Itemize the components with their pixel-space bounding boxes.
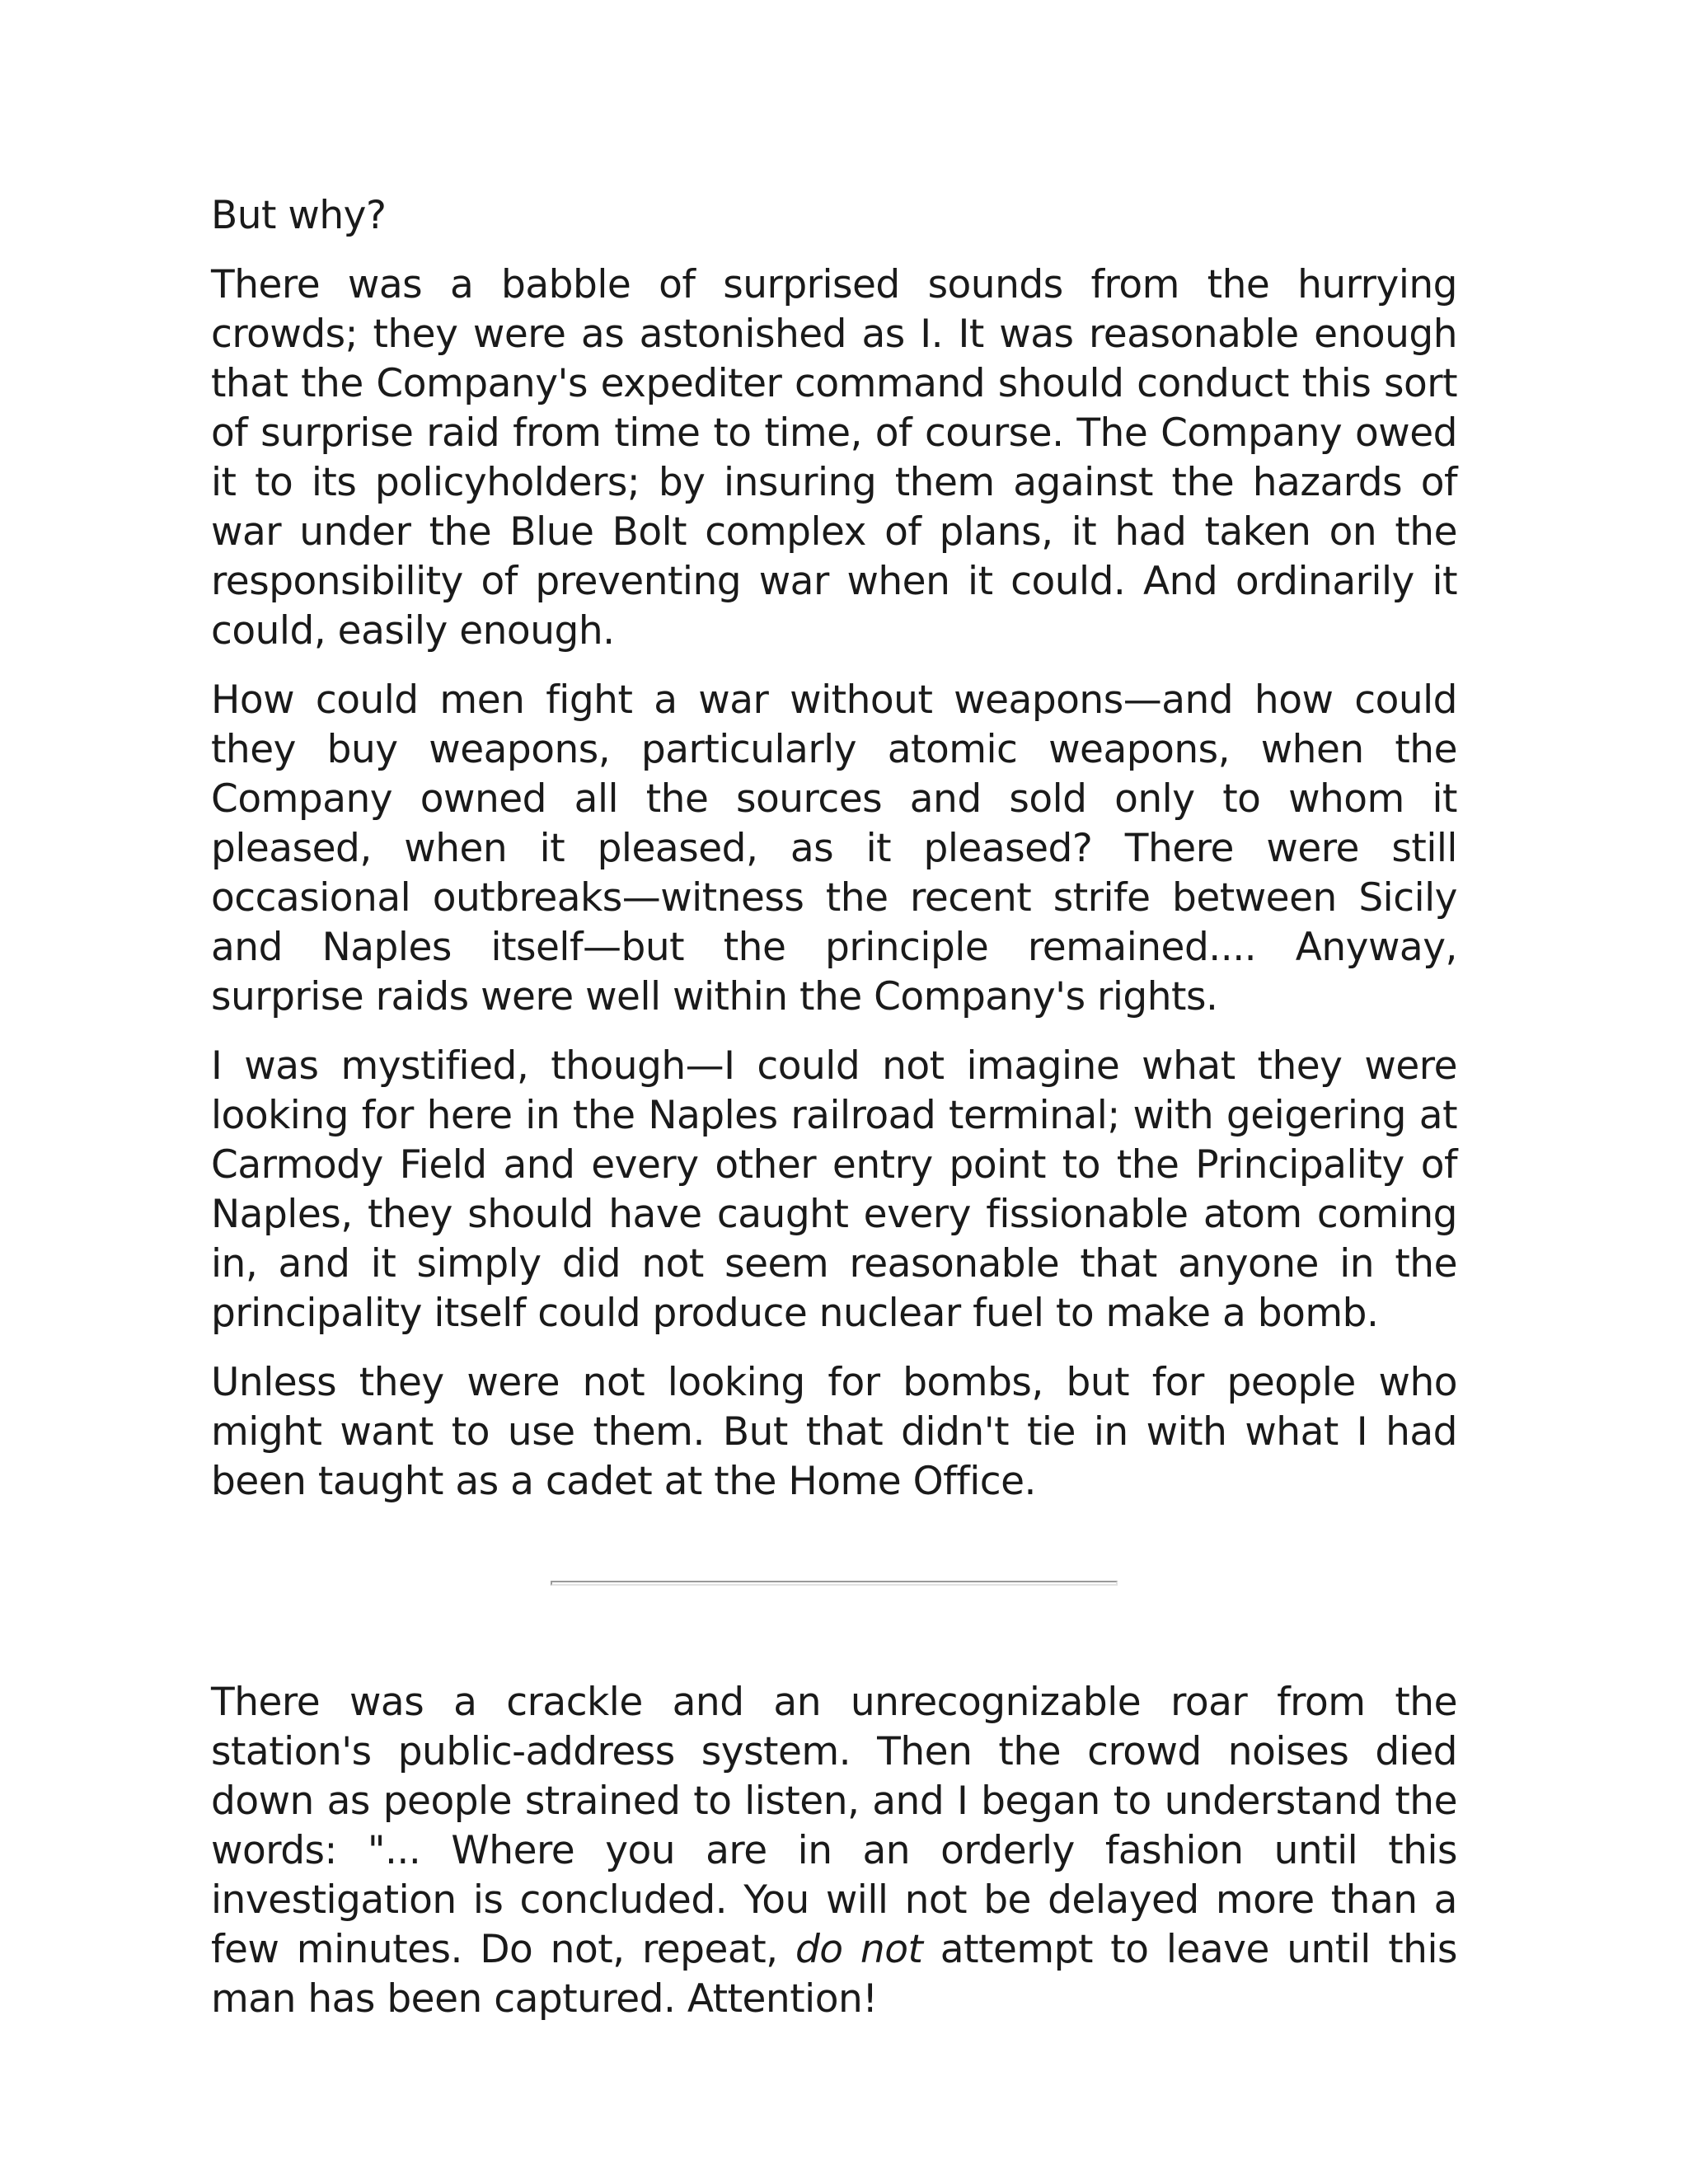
paragraph-2: There was a babble of surprised sounds from the hurrying crowds; they were as astonished as I. It was reasonable enough that the Company's expediter command should conduct this sort of surprise raid from time to time, of course. The Company owed it to its policyholders; by insuring them against the hazards of war under the Blue Bolt complex of plans, it had taken on the responsibility of preventing war when it could. And ordinarily it could, easily enough.	[211, 262, 1457, 654]
paragraph-6-text-b: attempt to leave until this man has been captured. Attention!	[211, 1927, 1457, 2022]
page-body	[211, 191, 1457, 2044]
paragraph-6-emphasis: do not	[795, 1927, 923, 1972]
paragraph-6	[211, 1678, 1457, 2024]
paragraph-6-text-a: There was a crackle and an unrecognizable roar from the station's public-address system. Then the crowd noises died down as people strained to listen, and I began to understand the words: "... Where you are in an orderly fashion until this investigation is concluded. You will not be delayed more than a few minutes. Do not, repeat,	[211, 1680, 1457, 1972]
paragraph-4: I was mystified, though—I could not imagine what they were looking for here in the Naples railroad terminal; with geigering at Carmody Field and every other entry point to the Principality of Naples, they should have caught every fissionable atom coming in, and it simply did not seem reasonable that anyone in the principality itself could produce nuclear fuel to make a bomb.	[211, 1043, 1457, 1336]
paragraph-1: But why?	[211, 193, 387, 238]
section-divider	[551, 1581, 1118, 1586]
paragraph-5: Unless they were not looking for bombs, but for people who might want to use them. But that didn't tie in with what I had been taught as a cadet at the Home Office.	[211, 1360, 1457, 1504]
paragraph-3: How could men fight a war without weapons—and how could they buy weapons, particularly atomic weapons, when the Company owned all the sources and sold only to whom it pleased, when it pleased, as it pleased? There were still occasional outbreaks—witness the recent strife between Sicily and Naples itself—but the principle remained.... Anyway, surprise raids were well within the Company's rights.	[211, 677, 1457, 1019]
